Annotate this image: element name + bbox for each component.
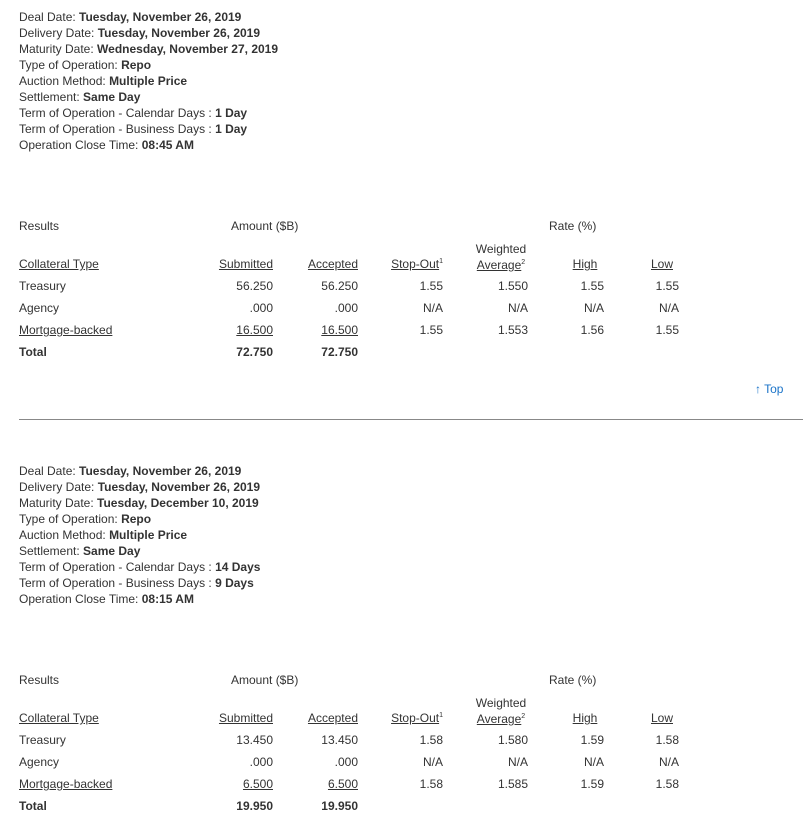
stop-out-value: N/A	[422, 755, 443, 769]
deal-date: Deal Date: Tuesday, November 26, 2019	[19, 10, 242, 24]
stop-out-header[interactable]: Stop-Out$^1$	[391, 257, 443, 271]
accepted-value: 13.450	[321, 733, 358, 747]
delivery-date: Delivery Date: Tuesday, November 26, 2019	[19, 480, 261, 494]
collateral-type: Agency	[19, 301, 60, 315]
low-value: N/A	[658, 301, 679, 315]
stop-out-value: 1.55	[419, 279, 443, 293]
low-value: N/A	[658, 755, 679, 769]
top-link[interactable]	[755, 382, 783, 396]
submitted-value: 56.250	[236, 279, 273, 293]
operation-details	[19, 9, 278, 153]
high-value: N/A	[583, 755, 604, 769]
auction-method: Auction Method: Multiple Price	[19, 74, 188, 88]
top-link-label[interactable]: Top	[764, 382, 784, 396]
term-calendar-days: Term of Operation - Calendar Days : 14 Days	[19, 560, 261, 574]
accepted-value: .000	[334, 755, 358, 769]
submitted-value-link[interactable]: 6.500	[242, 777, 273, 791]
collateral-type-header[interactable]: Collateral Type	[19, 711, 99, 725]
stop-out-header[interactable]: Stop-Out$^1$	[391, 711, 443, 725]
maturity-date: Maturity Date: Tuesday, December 10, 2019	[19, 496, 259, 510]
submitted-value: 13.450	[236, 733, 273, 747]
accepted-value-link[interactable]: 6.500	[327, 777, 358, 791]
total-accepted: 19.950	[321, 799, 358, 813]
amount-header: Amount ($B)	[231, 673, 299, 687]
total-label: Total	[19, 799, 47, 813]
total-label: Total	[19, 345, 47, 359]
accepted-value-link[interactable]: 16.500	[321, 323, 358, 337]
rate-header: Rate (%)	[549, 673, 597, 687]
arrow-up-icon: ↑	[755, 382, 761, 396]
term-business-days: Term of Operation - Business Days : 9 Days	[19, 576, 254, 590]
high-value: 1.55	[580, 279, 604, 293]
accepted-value: 56.250	[321, 279, 358, 293]
collateral-type: Agency	[19, 755, 60, 769]
collateral-type-link[interactable]: Mortgage-backed	[19, 323, 113, 337]
operation-block-2	[0, 454, 810, 826]
operation-details	[19, 463, 260, 607]
accepted-header[interactable]: Accepted	[307, 711, 358, 725]
submitted-value: .000	[249, 755, 273, 769]
high-value: 1.56	[580, 323, 604, 337]
submitted-value-link[interactable]: 16.500	[236, 323, 273, 337]
maturity-date: Maturity Date: Wednesday, November 27, 2019	[19, 42, 279, 56]
close-time: Operation Close Time: 08:45 AM	[19, 138, 194, 152]
weighted-average-header[interactable]: Weighted Average$^2$	[475, 242, 527, 272]
accepted-value: .000	[334, 301, 358, 315]
stop-out-value: 1.55	[419, 323, 443, 337]
delivery-date: Delivery Date: Tuesday, November 26, 2019	[19, 26, 261, 40]
results-label: Results	[19, 673, 60, 687]
collateral-type-link[interactable]: Mortgage-backed	[19, 777, 113, 791]
collateral-type: Treasury	[19, 733, 66, 747]
weighted-average-header[interactable]: Weighted Average$^2$	[475, 696, 527, 726]
term-calendar-days: Term of Operation - Calendar Days : 1 Day	[19, 106, 248, 120]
low-value: 1.55	[655, 279, 679, 293]
submitted-header[interactable]: Submitted	[218, 711, 273, 725]
weighted-average-value: 1.585	[497, 777, 528, 791]
weighted-average-value: 1.550	[497, 279, 528, 293]
results-label: Results	[19, 219, 60, 233]
term-business-days: Term of Operation - Business Days : 1 Day	[19, 122, 248, 136]
close-time: Operation Close Time: 08:15 AM	[19, 592, 194, 606]
amount-header: Amount ($B)	[231, 219, 299, 233]
stop-out-value: N/A	[422, 301, 443, 315]
stop-out-value: 1.58	[419, 777, 443, 791]
section-divider	[19, 419, 803, 420]
operation-type: Type of Operation: Repo	[19, 512, 152, 526]
operation-type: Type of Operation: Repo	[19, 58, 152, 72]
submitted-value: .000	[249, 301, 273, 315]
high-header[interactable]: High	[572, 257, 598, 271]
low-header[interactable]: Low	[650, 711, 673, 725]
total-submitted: 19.950	[236, 799, 273, 813]
total-accepted: 72.750	[321, 345, 358, 359]
rate-header: Rate (%)	[549, 219, 597, 233]
accepted-header[interactable]: Accepted	[307, 257, 358, 271]
total-submitted: 72.750	[236, 345, 273, 359]
high-value: N/A	[583, 301, 604, 315]
weighted-average-value: N/A	[507, 755, 528, 769]
stop-out-value: 1.58	[419, 733, 443, 747]
collateral-type-header[interactable]: Collateral Type	[19, 257, 99, 271]
weighted-average-value: N/A	[507, 301, 528, 315]
submitted-header[interactable]: Submitted	[218, 257, 273, 271]
low-header[interactable]: Low	[650, 257, 673, 271]
high-value: 1.59	[580, 777, 604, 791]
low-value: 1.58	[655, 777, 679, 791]
auction-method: Auction Method: Multiple Price	[19, 528, 188, 542]
low-value: 1.55	[655, 323, 679, 337]
collateral-type: Treasury	[19, 279, 66, 293]
high-header[interactable]: High	[572, 711, 598, 725]
high-value: 1.59	[580, 733, 604, 747]
weighted-average-value: 1.580	[497, 733, 528, 747]
deal-date: Deal Date: Tuesday, November 26, 2019	[19, 464, 242, 478]
settlement: Settlement: Same Day	[19, 90, 141, 104]
settlement: Settlement: Same Day	[19, 544, 141, 558]
weighted-average-value: 1.553	[497, 323, 528, 337]
low-value: 1.58	[655, 733, 679, 747]
